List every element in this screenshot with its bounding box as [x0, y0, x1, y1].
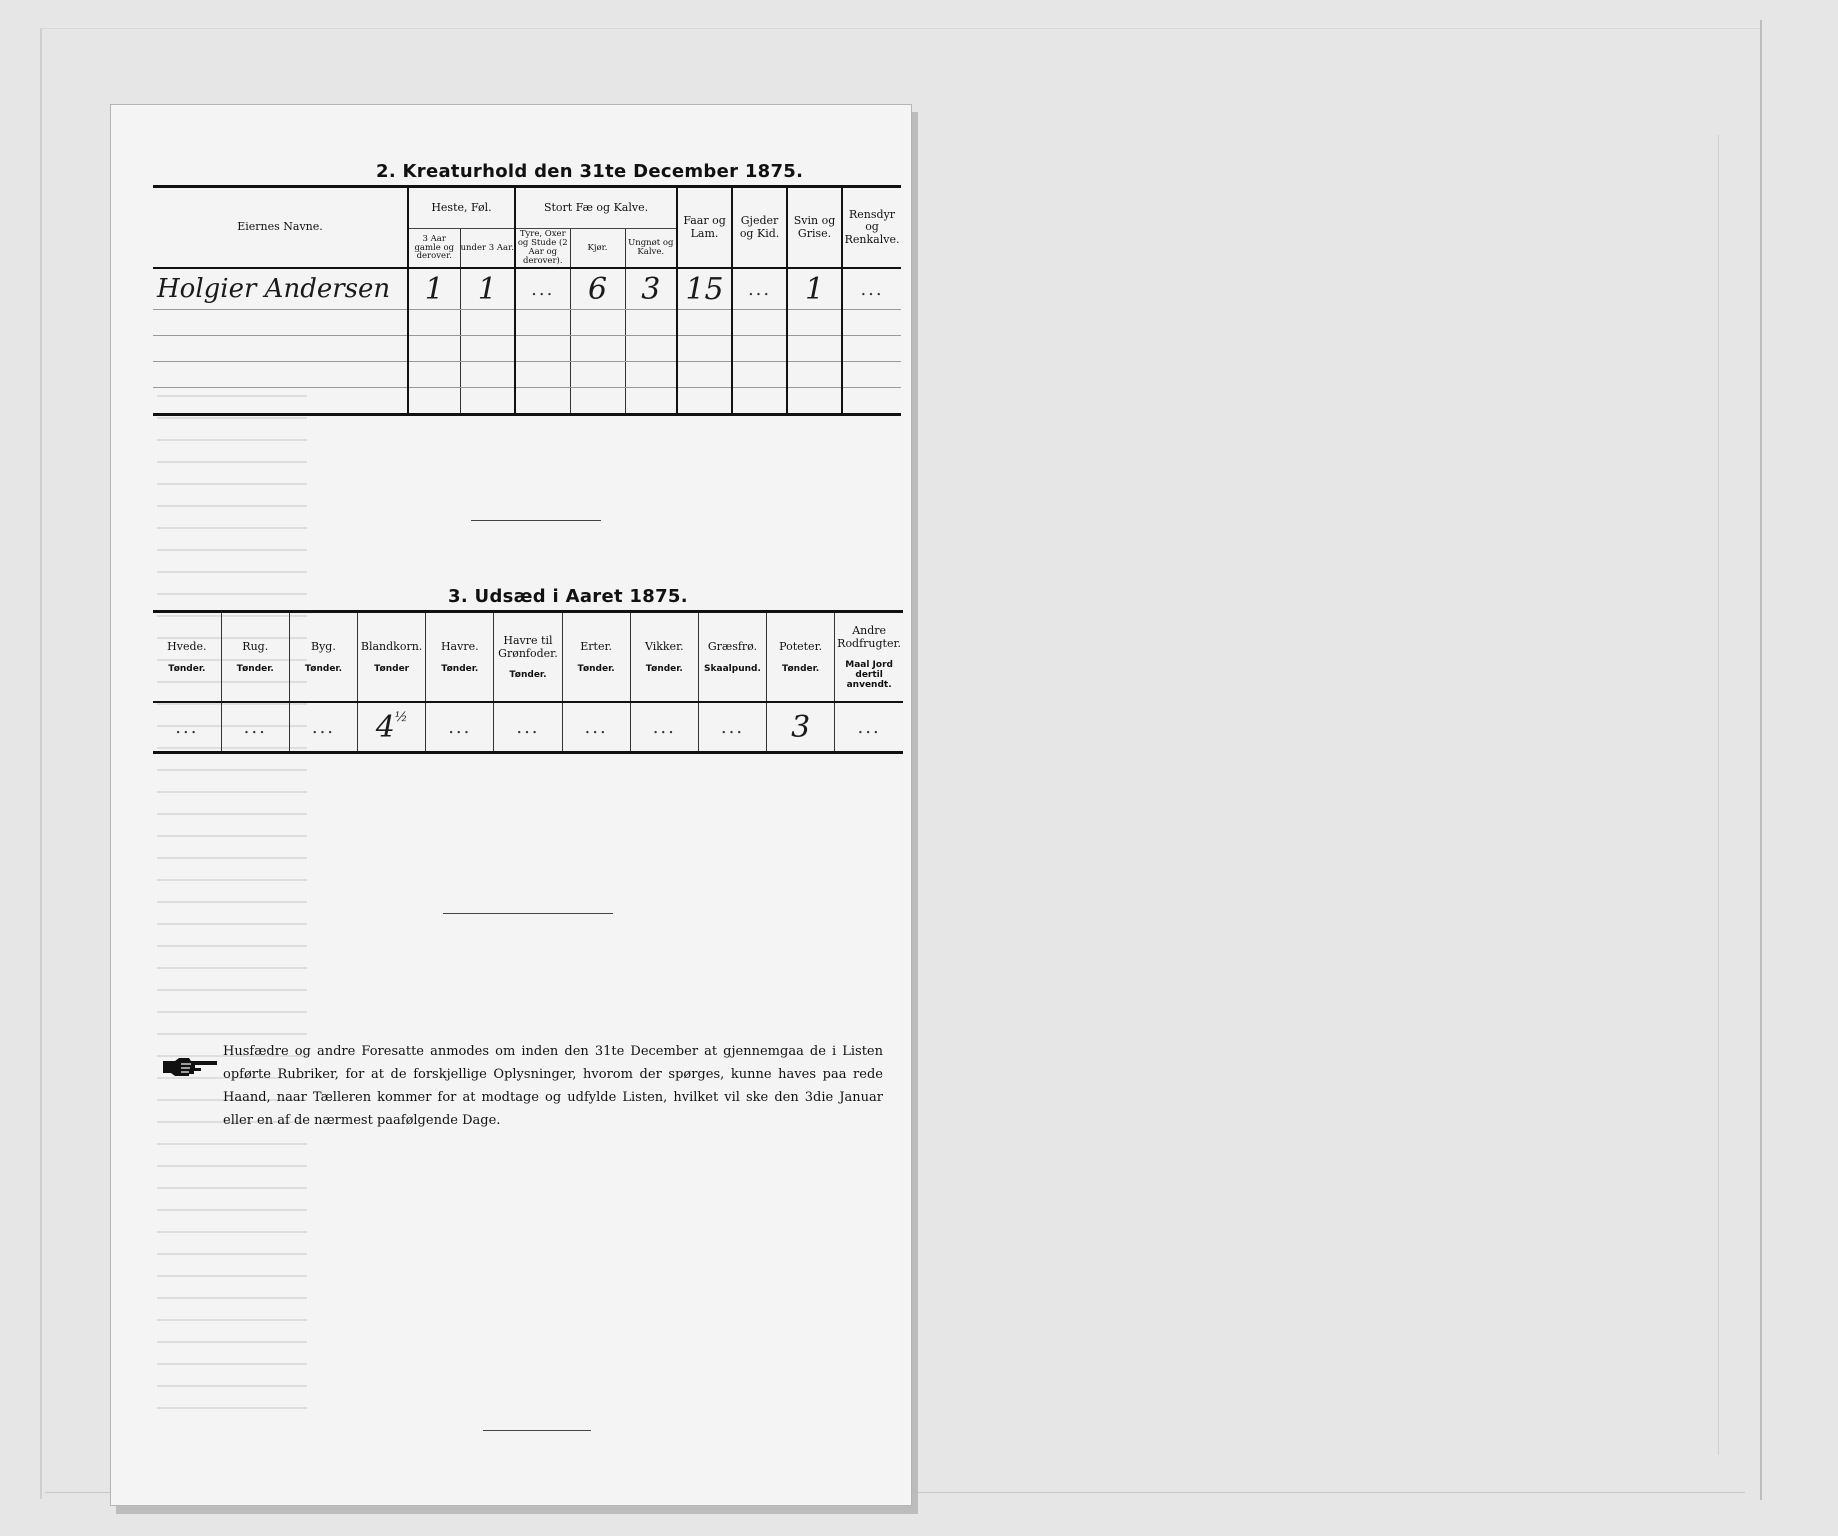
column-unit: Tønder	[374, 663, 410, 674]
sowing-col-header	[698, 612, 766, 703]
sowing-col-header	[153, 612, 221, 703]
cell-value: ...	[448, 716, 472, 738]
sowing-col-header	[835, 612, 903, 703]
sowing-col-header	[494, 612, 562, 703]
table-row	[153, 362, 901, 388]
sowing-value-cell	[767, 702, 835, 753]
cell-value: ...	[857, 716, 881, 738]
bulls-header: Tyre, Oxer og Stude (2 Aar og derover).	[515, 229, 570, 269]
section-2-title: 2. Kreaturhold den 31te December 1875.	[376, 161, 804, 182]
sowing-table	[153, 610, 903, 754]
column-unit: Tønder.	[236, 663, 274, 674]
cell-value: ...	[175, 716, 199, 738]
sowing-col-header	[426, 612, 494, 703]
cell-value: ...	[516, 716, 540, 738]
divider	[471, 520, 601, 521]
livestock-table	[153, 185, 901, 416]
horses-header: Heste, Føl.	[408, 187, 515, 229]
column-label: Poteter.	[779, 640, 823, 654]
sowing-value-cell	[835, 702, 903, 753]
column-unit: Skaalpund.	[704, 663, 761, 674]
horses-old-header: 3 Aar gamle og derover.	[408, 229, 460, 269]
cows-cell: 6	[570, 268, 625, 310]
table-row	[153, 310, 901, 336]
cell-value: ...	[720, 716, 745, 738]
reindeer-header: Rensdyr og Renkalve.	[842, 187, 901, 269]
pigs-header: Svin og Grise.	[787, 187, 842, 269]
cows-header: Kjør.	[570, 229, 625, 269]
horses-young-cell: 1	[460, 268, 515, 310]
column-label: Havre.	[440, 640, 479, 654]
sowing-col-header	[630, 612, 698, 703]
cell-value: ...	[311, 716, 336, 738]
section-3-title: 3. Udsæd i Aaret 1875.	[448, 586, 688, 607]
column-label: Vikker.	[644, 640, 684, 654]
sowing-col-header	[221, 612, 289, 703]
owner-name-header: Eiernes Navne.	[237, 220, 323, 234]
horses-young-header: under 3 Aar.	[460, 229, 515, 269]
column-label: Erter.	[580, 640, 612, 654]
column-unit: Tønder.	[441, 663, 479, 674]
divider	[443, 913, 613, 914]
sowing-col-header	[289, 612, 357, 703]
sowing-value-cell	[426, 702, 494, 753]
fraction-value: ½	[394, 709, 408, 725]
goats-cell: ...	[732, 268, 787, 310]
sowing-value-cell	[221, 702, 289, 753]
cell-value: ...	[243, 716, 267, 738]
calves-header: Ungnøt og Kalve.	[625, 229, 677, 269]
cell-value: 3	[791, 709, 811, 745]
table-row	[153, 268, 901, 310]
horses-old-cell: 1	[408, 268, 460, 310]
scan-edge-rule	[1760, 20, 1762, 1500]
column-unit: Tønder.	[577, 663, 615, 674]
sowing-value-cell	[494, 702, 562, 753]
cell-value: 4	[375, 709, 395, 745]
column-unit: Tønder.	[782, 663, 820, 674]
sowing-value-cell	[358, 702, 426, 753]
bulls-cell: ...	[515, 268, 570, 310]
sowing-col-header	[562, 612, 630, 703]
scan-edge-rule	[1718, 135, 1719, 1455]
cell-value: ...	[652, 716, 676, 738]
document-page	[110, 104, 912, 1506]
column-label: Rug.	[242, 640, 269, 654]
pointing-hand-icon	[161, 1053, 219, 1079]
column-unit: Tønder.	[168, 663, 206, 674]
column-unit: Tønder.	[509, 670, 547, 681]
column-label: Græsfrø.	[707, 640, 758, 654]
column-label: Blandkorn.	[360, 640, 423, 654]
table-row	[153, 702, 903, 753]
table-row	[153, 336, 901, 362]
column-label: Hvede.	[167, 640, 207, 654]
sowing-value-cell	[153, 702, 221, 753]
sowing-col-header	[358, 612, 426, 703]
sowing-value-cell	[698, 702, 766, 753]
column-label: Byg.	[311, 640, 336, 654]
sowing-value-cell	[289, 702, 357, 753]
reindeer-cell: ...	[842, 268, 901, 310]
owner-name-cell: Holgier Andersen	[153, 268, 408, 310]
cattle-header: Stort Fæ og Kalve.	[515, 187, 677, 229]
column-unit: Maal Jord dertil anvendt.	[845, 660, 893, 691]
table-row	[153, 388, 901, 415]
column-label: Andre Rodfrugter.	[837, 623, 902, 650]
bleed-through-text	[157, 395, 307, 1415]
divider	[483, 1430, 591, 1431]
column-label: Havre til Grønfoder.	[498, 633, 558, 660]
sowing-value-cell	[562, 702, 630, 753]
goats-header: Gjeder og Kid.	[732, 187, 787, 269]
pigs-cell: 1	[787, 268, 842, 310]
calves-cell: 3	[625, 268, 677, 310]
sheep-header: Faar og Lam.	[677, 187, 732, 269]
instruction-note: Husfædre og andre Foresatte anmodes om inden den 31te December at gjennemgaa de i Listen opførte Rubriker, for at de forskjellige Oplysninger, hvorom der spørges, kunne haves paa rede Haand, naar Tælleren kommer for at modtage og udfylde Listen, hvilket vil ske den 3die Januar eller en af de nærmest paafølgende Dage.	[223, 1044, 883, 1128]
column-unit: Tønder.	[645, 663, 683, 674]
column-unit: Tønder.	[304, 663, 342, 674]
cell-value: ...	[584, 716, 608, 738]
sowing-value-cell	[630, 702, 698, 753]
sowing-col-header	[767, 612, 835, 703]
sheep-cell: 15	[677, 268, 732, 310]
